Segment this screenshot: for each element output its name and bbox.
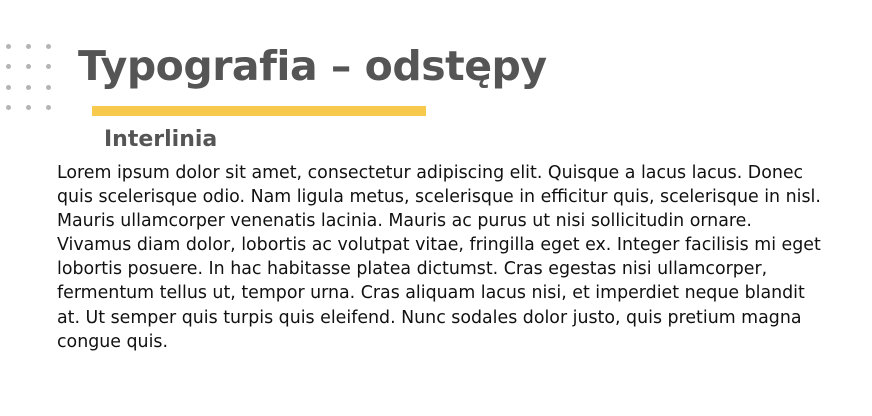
dot <box>46 85 51 90</box>
dot <box>46 44 51 49</box>
decorative-dot-grid <box>6 44 58 112</box>
dot <box>6 105 11 110</box>
dot <box>6 64 11 69</box>
dot <box>6 44 11 49</box>
dot <box>6 85 11 90</box>
title-accent-bar <box>92 106 426 116</box>
dot <box>46 64 51 69</box>
dot <box>46 105 51 110</box>
slide-title: Typografia – odstępy <box>78 42 547 90</box>
dot <box>26 64 31 69</box>
body-paragraph: Lorem ipsum dolor sit amet, consectetur adipiscing elit. Quisque a lacus lacus. Donec quis scelerisque odio. Nam ligula metus, scelerisque in efficitur quis, scelerisque in nisl. Mauris ullamcorper venenatis lacinia. Mauris ac purus ut nisi sollicitudin ornare. Vivamus diam dolor, lobortis ac volutpat vitae, fringilla eget ex. Integer facilisis mi eget lobortis posuere. In hac habitasse platea dictumst. Cras egestas nisi ullamcorper, fermentum tellus ut, tempor urna. Cras aliquam lacus nisi, et imperdiet neque blandit at. Ut semper quis turpis quis eleifend. Nunc sodales dolor justo, quis pretium magna congue quis. <box>57 163 821 352</box>
dot <box>26 44 31 49</box>
dot <box>26 85 31 90</box>
dot <box>26 105 31 110</box>
slide-subtitle: Interlinia <box>104 127 218 152</box>
